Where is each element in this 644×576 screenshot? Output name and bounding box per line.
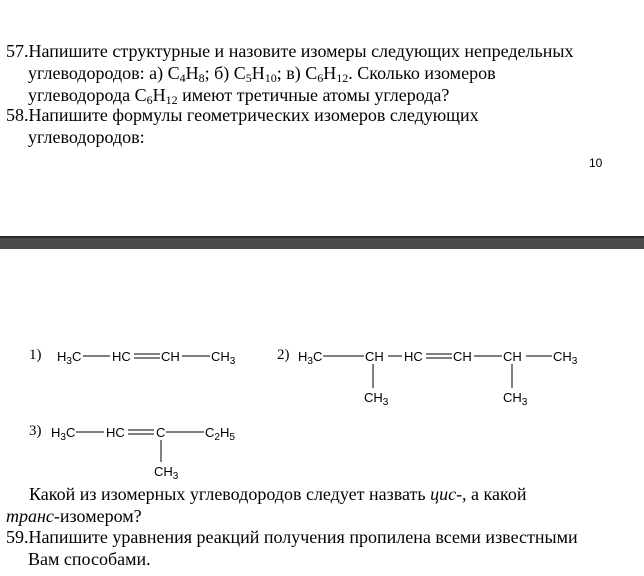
- s2-hc: HC: [404, 349, 423, 364]
- q58-line1: 58.Напишите формулы геометрических изомеров следующих: [6, 105, 479, 125]
- s2-branch-b: $CH_3$: [503, 390, 528, 408]
- q58-number: 58.: [6, 105, 29, 125]
- s1-h3c: $H_3C$: [57, 349, 82, 367]
- q57-line2: углеводородов: а) $C_4H_8$; б) $C_5H_{10}$; в) $C_6H_{12}$. Сколько изомеров: [28, 63, 496, 85]
- s2-branch-a: $CH_3$: [364, 390, 389, 408]
- s2-ch3: $CH_3$: [553, 349, 578, 367]
- s2-label: 2): [277, 347, 290, 363]
- s1-label: 1): [29, 347, 42, 363]
- q59-line1: 59.Напишите уравнения реакций получения пропилена всеми известными: [6, 527, 578, 547]
- s2-h3c: $H_3C$: [298, 349, 323, 367]
- q57-number: 57.: [6, 41, 29, 61]
- s3-c2h5: $C_2H_5$: [205, 425, 235, 443]
- s2-ch-c: CH: [503, 349, 522, 364]
- s3-branch: $CH_3$: [154, 464, 179, 482]
- q59-line2: Вам способами.: [28, 549, 151, 569]
- cis-trans-question-line2: транс-изомером?: [6, 506, 142, 526]
- s1-ch: CH: [161, 349, 180, 364]
- s3-h3c: $H_3C$: [51, 425, 76, 443]
- cis-trans-question-line1: Какой из изомерных углеводородов следует назвать цис-, а какой: [29, 484, 527, 504]
- s2-ch-a: CH: [365, 349, 384, 364]
- q57-line3: углеводорода $C_6H_{12}$ имеют третичные атомы углерода?: [28, 85, 450, 107]
- s2-ch-b: CH: [453, 349, 472, 364]
- s1-ch3: $CH_3$: [211, 349, 236, 367]
- q58-line2: углеводородов:: [28, 127, 145, 147]
- s3-c: C: [156, 425, 166, 440]
- q57-line1: 57.Напишите структурные и назовите изомеры следующих непредельных: [6, 41, 574, 61]
- q59-number: 59.: [6, 527, 29, 547]
- s3-hc: HC: [106, 425, 125, 440]
- s3-label: 3): [29, 423, 42, 439]
- s1-hc: HC: [112, 349, 131, 364]
- page-number: 10: [589, 156, 603, 170]
